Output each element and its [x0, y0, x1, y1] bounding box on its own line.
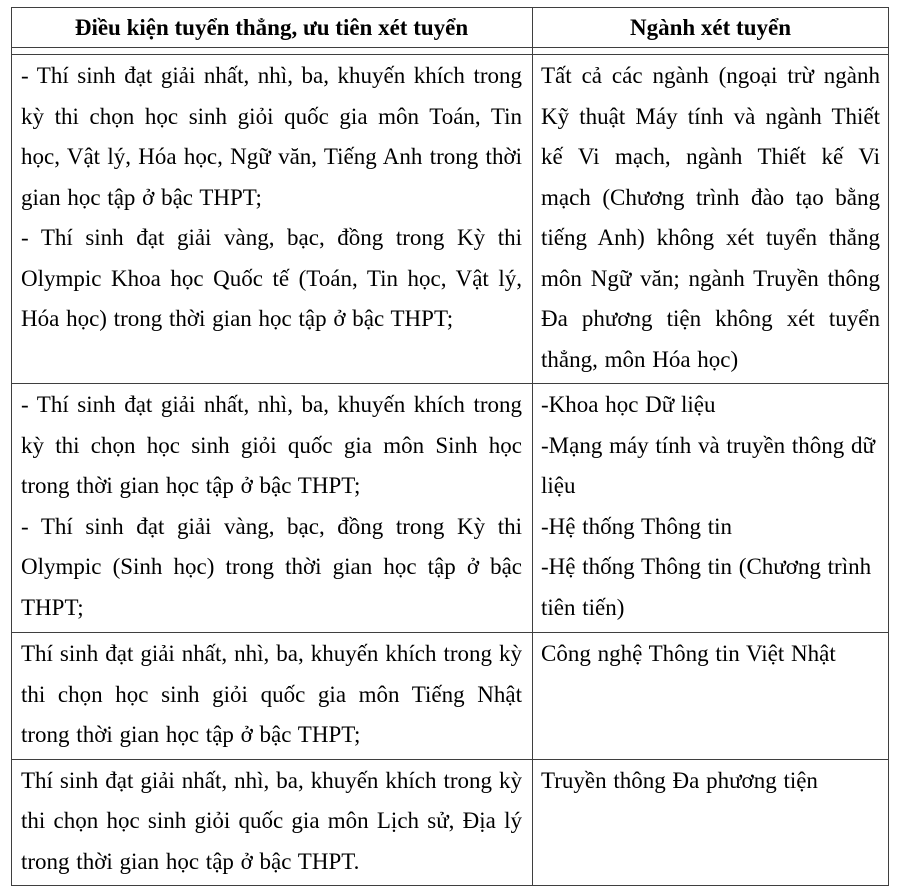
column-header-conditions: Điều kiện tuyển thẳng, ưu tiên xét tuyển [12, 8, 533, 47]
condition-text: - Thí sinh đạt giải nhất, nhì, ba, khuyến khích trong kỳ thi chọn học sinh giỏi quốc gia môn Toán, Tin học, Vật lý, Hóa học, Ngữ văn, Tiếng Anh trong thời gian học tập ở bậc THPT; [21, 63, 522, 210]
majors-cell [533, 760, 888, 886]
condition-text: Thí sinh đạt giải nhất, nhì, ba, khuyến khích trong kỳ thi chọn học sinh giỏi quốc gia môn Tiếng Nhật trong thời gian học tập ở bậc THPT; [21, 641, 522, 747]
conditions-cell [12, 760, 533, 886]
major-list-item: -Mạng máy tính và truyền thông dữ liệu [541, 432, 876, 498]
major-list-item: -Khoa học Dữ liệu [541, 392, 716, 417]
major-text: Truyền thông Đa phương tiện [541, 767, 818, 793]
majors-cell [533, 384, 888, 632]
major-text: Công nghệ Thông tin Việt Nhật [541, 641, 836, 666]
condition-text: - Thí sinh đạt giải vàng, bạc, đồng trong Kỳ thi Olympic Khoa học Quốc tế (Toán, Tin học, Vật lý, Hóa học) trong thời gian học tập ở bậc THPT; [21, 225, 522, 331]
majors-cell [533, 633, 888, 759]
condition-text: Thí sinh đạt giải nhất, nhì, ba, khuyến khích trong kỳ thi chọn học sinh giỏi quốc gia môn Lịch sử, Địa lý trong thời gian học tập ở bậc THPT. [21, 767, 522, 874]
major-text: Tất cả các ngành (ngoại trừ ngành Kỹ thuật Máy tính và ngành Thiết kế Vi mạch, ngành Thiết kế Vi mạch (Chương trình đào tạo bằng tiếng Anh) không xét tuyển thẳng môn Ngữ văn; ngành Truyền thông Đa phương tiện không xét tuyển thẳng, môn Hóa học) [541, 63, 880, 372]
conditions-cell [12, 384, 533, 632]
conditions-cell [12, 55, 533, 383]
admission-table [11, 7, 889, 886]
table-row [12, 383, 888, 632]
table-row [12, 759, 888, 886]
condition-text: - Thí sinh đạt giải vàng, bạc, đồng trong Kỳ thi Olympic (Sinh học) trong thời gian học tập ở bậc THPT; [21, 513, 522, 620]
majors-cell [533, 55, 888, 383]
table-row [12, 55, 888, 383]
header-divider-gap [12, 48, 888, 55]
conditions-cell [12, 633, 533, 759]
major-list-item: -Hệ thống Thông tin [541, 513, 733, 539]
table-header-row [12, 8, 888, 48]
table-row [12, 632, 888, 759]
column-header-majors: Ngành xét tuyển [629, 15, 791, 40]
condition-text: - Thí sinh đạt giải nhất, nhì, ba, khuyến khích trong kỳ thi chọn học sinh giỏi quốc gia môn Sinh học trong thời gian học tập ở bậc THPT; [21, 392, 522, 498]
major-list-item: -Hệ thống Thông tin (Chương trình tiên tiến) [541, 554, 872, 620]
